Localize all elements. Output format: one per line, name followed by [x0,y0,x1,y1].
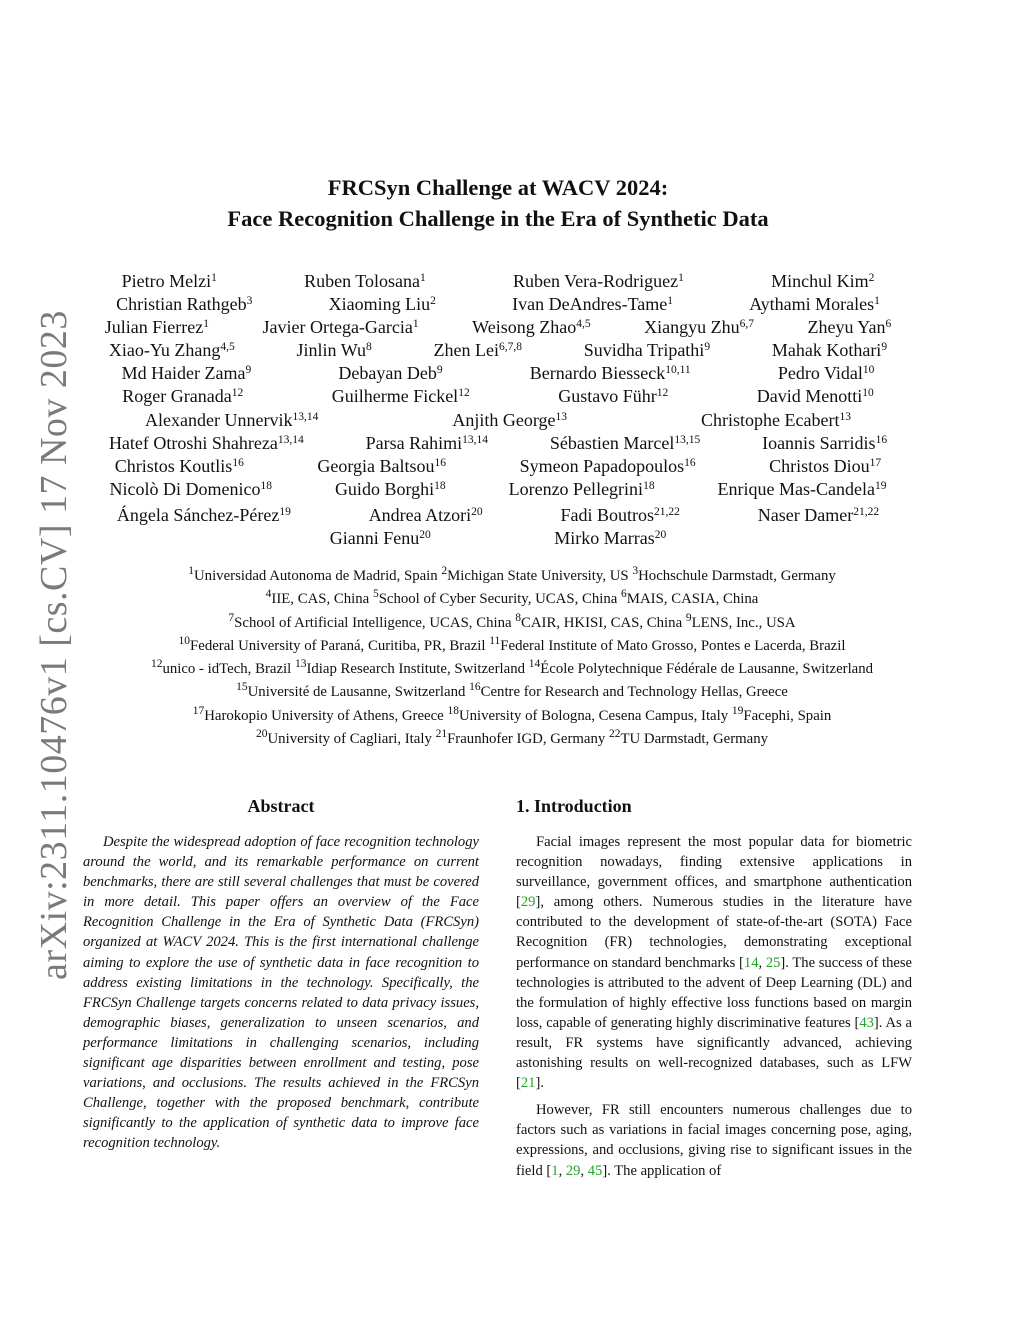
affiliation-name: Université de Lausanne, Switzerland [247,684,470,701]
author-affiliation-marker: 1 [412,318,419,331]
author-row [78,527,918,550]
author-affiliation-marker: 16 [875,433,888,446]
author-row [78,293,918,316]
author-name: Christian Rathgeb$^3$ [116,294,253,315]
affiliation-marker: 14 [528,658,541,671]
affiliation-name: École Polytechnique Fédérale de Lausanne, Switzerland [540,661,874,678]
affiliation-name: LENS, Inc., USA [691,614,796,631]
author-name: Christos Diou$^{17}$ [769,455,882,476]
citation-link[interactable]: 43 [859,1014,874,1031]
affiliation-name: MAIS, CASIA, China [626,591,759,608]
author-name: Guido Borghi$^{18}$ [334,478,446,499]
paper-title [110,172,886,234]
affiliation-line [60,612,964,635]
author-affiliation-marker: 13,15 [674,433,701,446]
author-affiliation-marker: 9 [881,341,888,354]
affiliation-marker: 11 [489,634,501,647]
author-name: Alexander Unnervik$^{13,14}$ [145,409,319,430]
author-affiliation-marker: 18 [260,479,272,492]
author-affiliation-marker: 13 [839,410,851,423]
affiliation-marker: 20 [256,728,268,741]
author-affiliation-marker: 21,22 [654,505,680,518]
author-affiliation-marker: 19 [279,505,291,518]
author-affiliation-marker: 13,14 [462,433,488,446]
affiliation-marker: 17 [192,704,205,717]
author-name: Naser Damer$^{21,22}$ [757,504,880,525]
author-row [78,478,918,501]
author-affiliation-marker: 8 [365,341,372,354]
author-affiliation-marker: 9 [704,341,711,354]
author-row [78,362,918,385]
affiliation-line [60,681,964,704]
author-affiliation-marker: 18 [434,479,446,492]
citation-link[interactable]: 45 [587,1162,603,1179]
author-affiliation-marker: 6 [885,318,892,331]
author-affiliation-marker: 10 [862,387,874,400]
author-name: Weisong Zhao$^{4,5}$ [472,317,591,338]
author-affiliation-marker: 6,7 [739,318,754,331]
citation-link[interactable]: 21 [520,1075,536,1092]
affiliation-line [60,565,964,588]
author-affiliation-marker: 19 [874,479,887,492]
author-affiliation-marker: 20 [419,529,431,542]
author-affiliation-marker: 16 [684,456,696,469]
author-name: Parsa Rahimi$^{13,14}$ [365,432,488,453]
affiliation-name: Universidad Autonoma de Madrid, Spain [193,568,442,584]
affiliation-name: Fraunhofer IGD, Germany [447,731,609,748]
affiliation-name: Federal Institute of Mato Grosso, Pontes e Lacerda, Brazil [500,637,846,654]
author-affiliation-marker: 10,11 [665,364,691,377]
author-affiliation-marker: 1 [874,295,880,308]
affiliation-name: Harokopio University of Athens, Greece [204,707,448,724]
author-affiliation-marker: 2 [430,295,436,308]
author-affiliation-marker: 1 [678,272,684,284]
author-affiliation-marker: 18 [643,479,655,492]
citation-link[interactable]: 14 [743,954,759,971]
left-column [83,795,479,1154]
affiliation-marker: 1 [188,565,194,577]
affiliation-name: Federal University of Paraná, Curitiba, PR, Brazil [190,637,490,654]
affiliation-marker: 6 [621,588,627,601]
affiliation-name: unico - idTech, Brazil [162,661,295,678]
author-affiliation-marker: 1 [667,295,674,308]
author-name: Julian Fierrez$^1$ [104,317,209,338]
affiliation-line [60,728,964,751]
affiliation-marker: 10 [178,634,191,647]
author-name: Symeon Papadopoulos$^{16}$ [519,455,696,476]
author-affiliation-marker: 1 [211,272,217,284]
author-affiliation-marker: 13,14 [277,433,304,446]
author-affiliation-marker: 20 [471,505,483,518]
author-name: Zheyu Yan$^6$ [807,317,892,338]
author-row [78,316,918,339]
author-row [78,504,918,527]
author-affiliation-marker: 20 [654,529,667,542]
author-name: Ruben Vera-Rodriguez$^1$ [512,271,684,291]
affiliation-line [60,635,964,658]
affiliation-name: School of Artificial Intelligence, UCAS, China [234,614,516,631]
author-affiliation-marker: 3 [246,295,253,308]
affiliation-marker: 12 [150,658,163,671]
author-name: Nicolò Di Domenico$^{18}$ [109,478,272,499]
citation-link[interactable]: 1 [551,1162,559,1179]
affiliation-marker: 8 [515,611,521,624]
affiliation-marker: 13 [294,658,307,671]
author-name: Md Haider Zama$^9$ [121,363,252,384]
author-name: Zhen Lei$^{6,7,8}$ [433,340,522,361]
affiliation-name: Idiap Research Institute, Switzerland [306,661,529,678]
author-affiliation-marker: 9 [436,364,443,377]
affiliation-marker: 3 [632,565,639,577]
author-name: Pedro Vidal$^{10}$ [777,363,875,384]
author-affiliation-marker: 12 [656,387,669,400]
affiliation-name: CAIR, HKISI, CAS, China [521,614,686,631]
author-affiliation-marker: 2 [868,272,875,284]
title-line-2: Face Recognition Challenge in the Era of Synthetic Data [227,206,769,231]
author-row [78,409,918,432]
author-name: Xiao-Yu Zhang$^{4,5}$ [108,340,235,361]
affiliation-marker: 2 [441,565,448,577]
author-row [78,432,918,455]
affiliation-name: Facephi, Spain [743,707,832,724]
affiliation-marker: 22 [608,728,621,741]
affiliation-marker: 7 [228,611,235,624]
right-column [516,795,912,1181]
author-name: Jinlin Wu$^8$ [296,340,372,361]
author-affiliation-marker: 17 [869,456,882,469]
author-row [78,339,918,362]
author-name: Xiangyu Zhu$^{6,7}$ [644,317,754,338]
author-name: Hatef Otroshi Shahreza$^{13,14}$ [108,432,304,453]
author-name: Pietro Melzi$^1$ [121,271,217,291]
author-affiliation-marker: 1 [419,272,426,284]
affiliation-line [60,658,964,681]
author-name: Bernardo Biesseck$^{10,11}$ [529,363,691,384]
author-name: Lorenzo Pellegrini$^{18}$ [508,478,655,499]
author-name: Ioannis Sarridis$^{16}$ [762,432,888,453]
author-name: Fadi Boutros$^{21,22}$ [560,504,680,525]
affiliation-name: TU Darmstadt, Germany [620,731,768,748]
abstract-text: Despite the widespread adoption of face recognition technology around the world, and its remarkable performance on current benchmarks, there are still several challenges that must be covered in more detail. This paper offers an overview of the Face Recognition Challenge in the Era of Synthetic Data (FRCSyn) organized at WACV 2024. This is the first international challenge aiming to explore the use of synthetic data in face recognition to address existing limitations in the technology. Specifically, the FRCSyn Challenge targets concerns related to data privacy issues, demographic biases, generalization to unseen scenarios, and performance limitations in challenging scenarios, including significant age disparities between enrollment and testing, pose variations, and occlusions. The results achieved in the FRCSyn Challenge, together with the proposed benchmark, contribute significantly to the application of synthetic data to improve face recognition technology. [83,834,479,1152]
author-list [78,270,918,550]
affiliation-line [60,705,964,728]
citation-link[interactable]: 29 [565,1162,581,1179]
author-name: Mahak Kothari$^9$ [771,340,888,361]
author-affiliation-marker: 6,7,8 [499,341,522,354]
author-name: Ángela Sánchez-Pérez$^{19}$ [116,504,291,525]
title-line-1: FRCSyn Challenge at WACV 2024: [327,175,669,200]
author-name: Guilherme Fickel$^{12}$ [331,386,470,407]
author-row [78,270,918,293]
author-name: Christos Koutlis$^{16}$ [114,455,244,476]
affiliation-name: School of Cyber Security, UCAS, China [378,591,622,608]
author-affiliation-marker: 10 [862,364,875,377]
author-affiliation-marker: 13 [555,410,567,423]
author-affiliation-marker: 16 [434,456,447,469]
affiliation-marker: 21 [435,728,448,741]
author-affiliation-marker: 9 [245,364,252,377]
author-name: Gustavo Führ$^{12}$ [558,386,669,407]
author-name: Roger Granada$^{12}$ [122,386,244,407]
author-affiliation-marker: 4,5 [576,318,591,331]
author-name: Aythami Morales$^1$ [749,294,880,315]
affiliation-name: University of Bologna, Cesena Campus, Italy [458,707,732,724]
abstract-heading: Abstract [247,796,315,816]
affiliation-marker: 15 [236,681,248,694]
citation-link[interactable]: 25 [765,954,781,971]
affiliation-name: IIE, CAS, China [271,591,373,608]
author-name: David Menotti$^{10}$ [756,386,874,407]
affiliation-list [60,565,964,751]
affiliation-marker: 5 [372,588,379,601]
author-row [78,455,918,478]
introduction-paragraph-2: However, FR still encounters numerous challenges due to factors such as variations in facial images concerning pose, aging, expressions, and occlusions, giving rise to significant issues in the field [1, 29, 45]. The application of [516,1102,912,1179]
citation-link[interactable]: 29 [520,894,536,911]
author-name: Ivan DeAndres-Tame$^1$ [512,294,674,315]
author-name: Gianni Fenu$^{20}$ [329,528,431,549]
author-name: Suvidha Tripathi$^9$ [583,340,711,361]
author-affiliation-marker: 1 [203,318,209,331]
affiliation-marker: 18 [447,704,459,717]
introduction-heading: 1. Introduction [516,796,632,816]
author-name: Debayan Deb$^9$ [338,363,443,384]
affiliation-name: Michigan State University, US [447,568,633,584]
affiliation-name: Centre for Research and Technology Hellas, Greece [480,684,788,701]
affiliation-marker: 4 [265,588,272,601]
author-row [78,385,918,408]
affiliation-marker: 19 [731,704,744,717]
author-name: Ruben Tolosana$^1$ [304,271,426,291]
affiliation-name: Hochschule Darmstadt, Germany [638,568,836,584]
author-name: Christophe Ecabert$^{13}$ [701,409,851,430]
author-name: Enrique Mas-Candela$^{19}$ [717,478,887,499]
affiliation-marker: 16 [469,681,481,694]
introduction-paragraph-1: Facial images represent the most popular data for biometric recognition nowadays, finding extensive applications in surveillance, government offices, and smartphone authentication [29], among others. Numerous studies in the literature have contributed to the development of state-of-the-art (SOTA) Face Recognition (FR) technologies, demonstrating exceptional performance on standard benchmarks [14, 25]. The success of these technologies is attributed to the advent of Deep Learning (DL) and the formulation of highly effective loss functions based on margin loss, capable of generating highly discriminative features [43]. As a result, FR systems have significantly advanced, achieving astonishing results on well-recognized databases, such as LFW [21]. [516,834,913,1092]
author-name: Georgia Baltsou$^{16}$ [317,455,447,476]
author-name: Andrea Atzori$^{20}$ [368,504,483,525]
author-affiliation-marker: 4,5 [220,341,235,354]
author-name: Javier Ortega-Garcia$^1$ [262,317,419,338]
author-name: Mirko Marras$^{20}$ [554,528,667,549]
affiliation-name: University of Cagliari, Italy [267,731,436,748]
author-affiliation-marker: 12 [231,387,244,400]
author-name: Sébastien Marcel$^{13,15}$ [549,432,701,453]
affiliation-marker: 9 [685,611,692,624]
author-affiliation-marker: 13,14 [292,410,319,423]
arxiv-identifier: arXiv:2311.10476v1 [cs.CV] 17 Nov 2023 [33,310,75,980]
author-name: Anjith George$^{13}$ [452,409,567,430]
author-affiliation-marker: 16 [232,456,244,469]
affiliation-line [60,588,964,611]
author-name: Xiaoming Liu$^2$ [328,294,436,315]
author-affiliation-marker: 12 [458,387,470,400]
author-affiliation-marker: 21,22 [853,505,880,518]
author-name: Minchul Kim$^2$ [771,271,875,291]
